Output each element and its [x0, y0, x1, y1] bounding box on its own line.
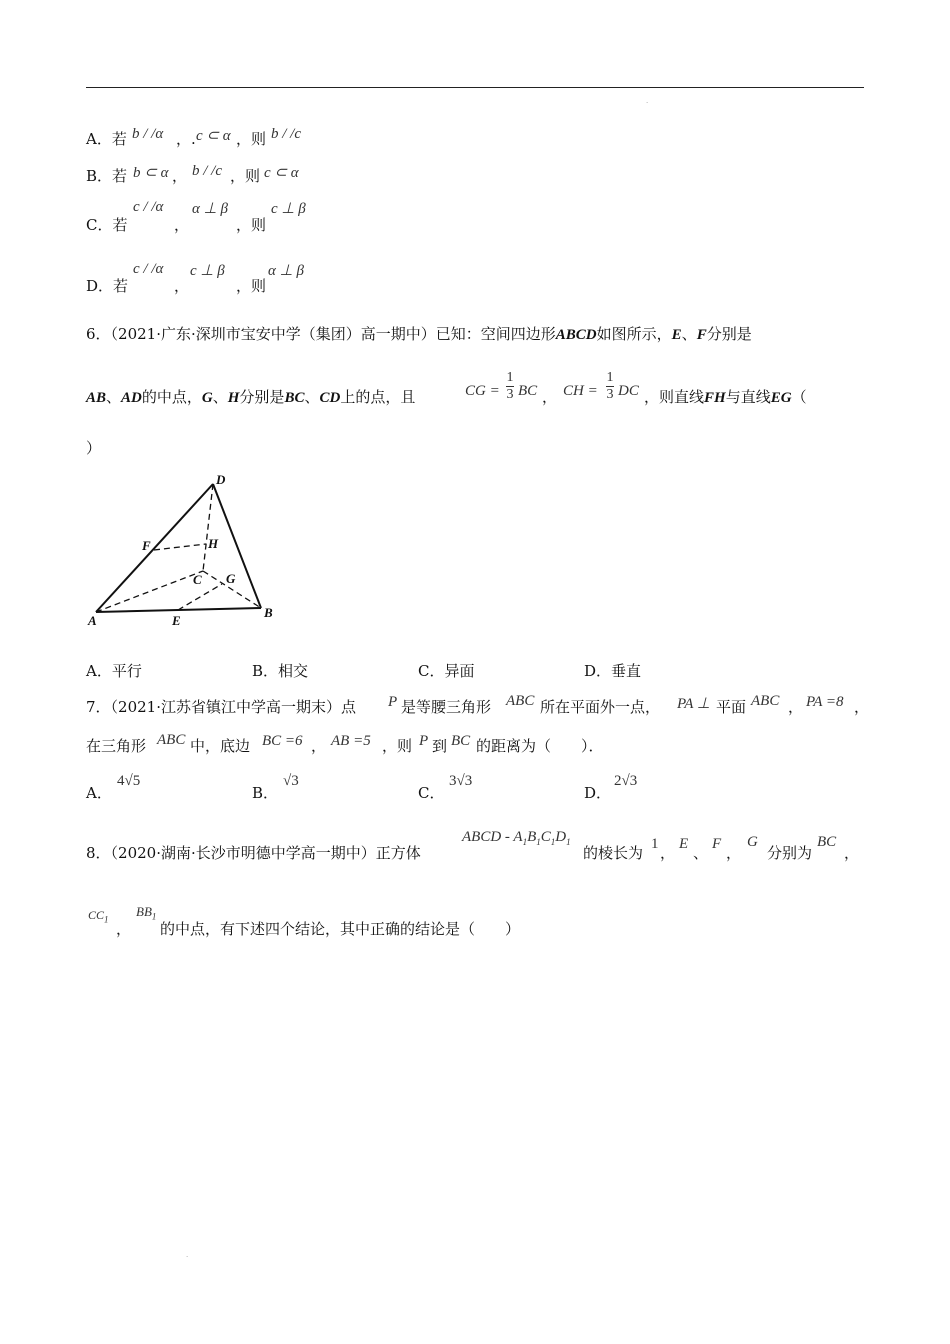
text: 的中点， [141, 388, 202, 406]
q8-g: G [747, 834, 758, 850]
text: 分别是 [239, 388, 285, 406]
q5-b-sep1: ， [172, 167, 188, 185]
q7-t4: 平面 [716, 698, 747, 716]
q8-bb1: $BB_1$ [136, 904, 157, 922]
q5-a-m1: b / /α [132, 126, 164, 142]
math: FH [704, 390, 726, 406]
math: BB [136, 904, 152, 919]
q7-p: P [388, 694, 398, 710]
text: （ [791, 388, 807, 406]
numerator: 1 [606, 370, 614, 385]
q7-t2: 是等腰三角形 [401, 698, 492, 716]
label-d: D [216, 472, 226, 487]
denominator: 3 [506, 387, 514, 402]
q8-one: 1 [651, 836, 659, 852]
q5-option-a [86, 129, 127, 149]
math: BC [284, 390, 305, 406]
option-label: A．若 [86, 130, 127, 148]
q7-line1-head [86, 697, 356, 717]
text: 分别是 [706, 325, 752, 343]
math: AD [121, 390, 142, 406]
text: 正方体 [375, 844, 421, 862]
option-label: D．若 [86, 277, 129, 295]
q7-line2-head: 在三角形 [86, 737, 147, 755]
q7-bc: BC [451, 733, 471, 749]
q8-t8: ， [116, 920, 132, 938]
edge-dc [203, 484, 213, 571]
q7-ab5: AB =5 [331, 733, 371, 749]
q5-a-m2: c ⊂ α [196, 128, 231, 144]
text: 、 [304, 388, 320, 406]
math: CD [319, 390, 341, 406]
q5-c-m1: c / /α [133, 199, 164, 215]
q6-option-c: C．异面 [418, 662, 475, 680]
q5-a-sep1: ，. [176, 130, 196, 148]
q7-pa8: PA =8 [806, 694, 844, 710]
question-number: 6． [86, 325, 111, 343]
math: EG [770, 390, 792, 406]
q7-abc: ABC [506, 693, 535, 709]
q5-a-m3: b / /c [271, 126, 301, 142]
q7-t3: 所在平面外一点， [540, 698, 661, 716]
edge-db [213, 484, 261, 608]
q6-frac-1 [506, 371, 514, 402]
q7-t6: ， [854, 698, 870, 716]
footer-dot: . [186, 1250, 189, 1259]
q7-t9: ， [311, 737, 327, 755]
edge-ad [96, 484, 213, 612]
tetrahedron-figure [84, 470, 284, 630]
q6-option-b: B．相交 [252, 662, 309, 680]
q7-t11: 到 [432, 737, 448, 755]
text: 、 [106, 388, 122, 406]
q8-cube: ABCD - $A_1B_1C_1D_1$ [462, 829, 571, 847]
q7-bc6: BC =6 [262, 733, 303, 749]
edge-ac [96, 571, 203, 612]
math: H [227, 390, 240, 406]
q5-b-m3: c ⊂ α [264, 165, 299, 181]
q8-f: F [712, 836, 722, 852]
q7-option-c-value: 3√3 [449, 773, 473, 789]
text: ，则直线 [644, 388, 705, 406]
q7-p2: P [419, 733, 429, 749]
q7-abc3: ABC [157, 732, 186, 748]
text: 如图所示， [596, 325, 672, 343]
q7-option-c-label: C． [418, 784, 445, 802]
q8-t5: ， [726, 844, 742, 862]
numerator: 1 [506, 370, 514, 385]
question-source: （2021·广东·深圳市宝安中学（集团）高一期中） [110, 325, 436, 343]
q8-t6: 分别为 [767, 844, 813, 862]
q5-c-m2: α ⊥ β [192, 201, 228, 217]
label-c: C [193, 572, 202, 587]
q6-bc: BC [518, 383, 538, 399]
option-label: C．若 [86, 216, 128, 234]
q8-t3: ， [660, 844, 676, 862]
q8-e: E [679, 836, 689, 852]
math: ABCD [555, 327, 597, 343]
q7-option-b-label: B． [252, 784, 279, 802]
header-rule [86, 87, 864, 88]
segment-eg [178, 584, 222, 610]
q5-c-sep1: ， [174, 216, 190, 234]
q6-cg-eq: CG = [465, 383, 500, 399]
text: 已知：空间四边形 [435, 325, 556, 343]
q5-d-sep1: ， [174, 277, 190, 295]
header-dot: . [646, 96, 649, 105]
math: F [696, 327, 707, 343]
q8-t2: 的棱长为 [583, 844, 644, 862]
q5-option-d [86, 276, 128, 296]
option-label: B．若 [86, 167, 128, 185]
q5-d-m3: α ⊥ β [268, 263, 304, 279]
q7-option-b-value: √3 [283, 773, 299, 789]
q6-dc: DC [618, 383, 639, 399]
q7-t12: 的距离为（ ）． [476, 737, 604, 755]
denominator: 3 [606, 387, 614, 402]
text: 、 [212, 388, 228, 406]
label-f: F [142, 538, 151, 553]
math: G [201, 390, 213, 406]
text: 上的点，且 [340, 388, 416, 406]
text: 与直线 [725, 388, 771, 406]
q5-c-m3: c ⊥ β [271, 201, 306, 217]
question-number: 8． [86, 844, 111, 862]
q8-t4: 、 [693, 844, 709, 862]
math: CC [88, 908, 105, 922]
q6-option-d: D．垂直 [584, 662, 642, 680]
label-a: A [88, 613, 97, 628]
math: ABCD - A [462, 829, 523, 845]
q6-frac-2 [606, 371, 614, 402]
math: E [671, 327, 682, 343]
q5-b-sep2: ，则 [230, 167, 261, 185]
label-e: E [172, 613, 181, 628]
q7-pa-perp: PA ⊥ [677, 696, 710, 712]
q5-option-b [86, 166, 127, 186]
q6-paren-close: ） [86, 439, 102, 457]
q5-d-sep2: ，则 [236, 277, 267, 295]
question-source: （2021·江苏省镇江中学高一期末） [110, 698, 341, 716]
q8-bc: BC [817, 834, 837, 850]
question-source: （2020·湖南·长沙市明德中学高一期中） [110, 844, 376, 862]
math: AB [86, 390, 107, 406]
segment-fh [154, 544, 206, 550]
q5-d-m2: c ⊥ β [190, 263, 225, 279]
q7-abc2: ABC [751, 693, 780, 709]
q8-t7: ， [844, 844, 860, 862]
label-h: H [208, 536, 219, 551]
q6-comma: ， [542, 388, 558, 406]
q7-option-a-value: 4√5 [117, 773, 141, 789]
text: 、 [681, 325, 697, 343]
q5-b-m2: b / /c [192, 163, 222, 179]
q5-d-m1: c / /α [133, 261, 164, 277]
q6-option-a: A．平行 [86, 662, 142, 680]
q5-b-m1: b ⊂ α [133, 165, 169, 181]
text: 点 [341, 698, 357, 716]
q7-t10: ，则 [382, 737, 413, 755]
q8-cc1: $CC_1$ [88, 908, 109, 925]
q6-line1 [86, 324, 752, 345]
q6-line2 [86, 387, 415, 408]
q7-t8: 中，底边 [190, 737, 251, 755]
q8-t9: 的中点，有下述四个结论，其中正确的结论是（ ） [160, 920, 521, 938]
q7-t5: ， [788, 698, 804, 716]
q6-ch-eq: CH = [563, 383, 598, 399]
q5-option-c [86, 215, 127, 235]
label-g: G [226, 571, 236, 586]
q7-option-d-value: 2√3 [614, 773, 638, 789]
q5-a-sep2: ，则 [236, 130, 267, 148]
question-number: 7． [86, 698, 111, 716]
q6-line2-tail [644, 387, 807, 408]
q7-option-a-label: A． [86, 784, 112, 802]
q5-c-sep2: ，则 [236, 216, 267, 234]
label-b: B [264, 605, 273, 620]
q7-option-d-label: D． [584, 784, 612, 802]
q8-line1-head [86, 843, 421, 863]
